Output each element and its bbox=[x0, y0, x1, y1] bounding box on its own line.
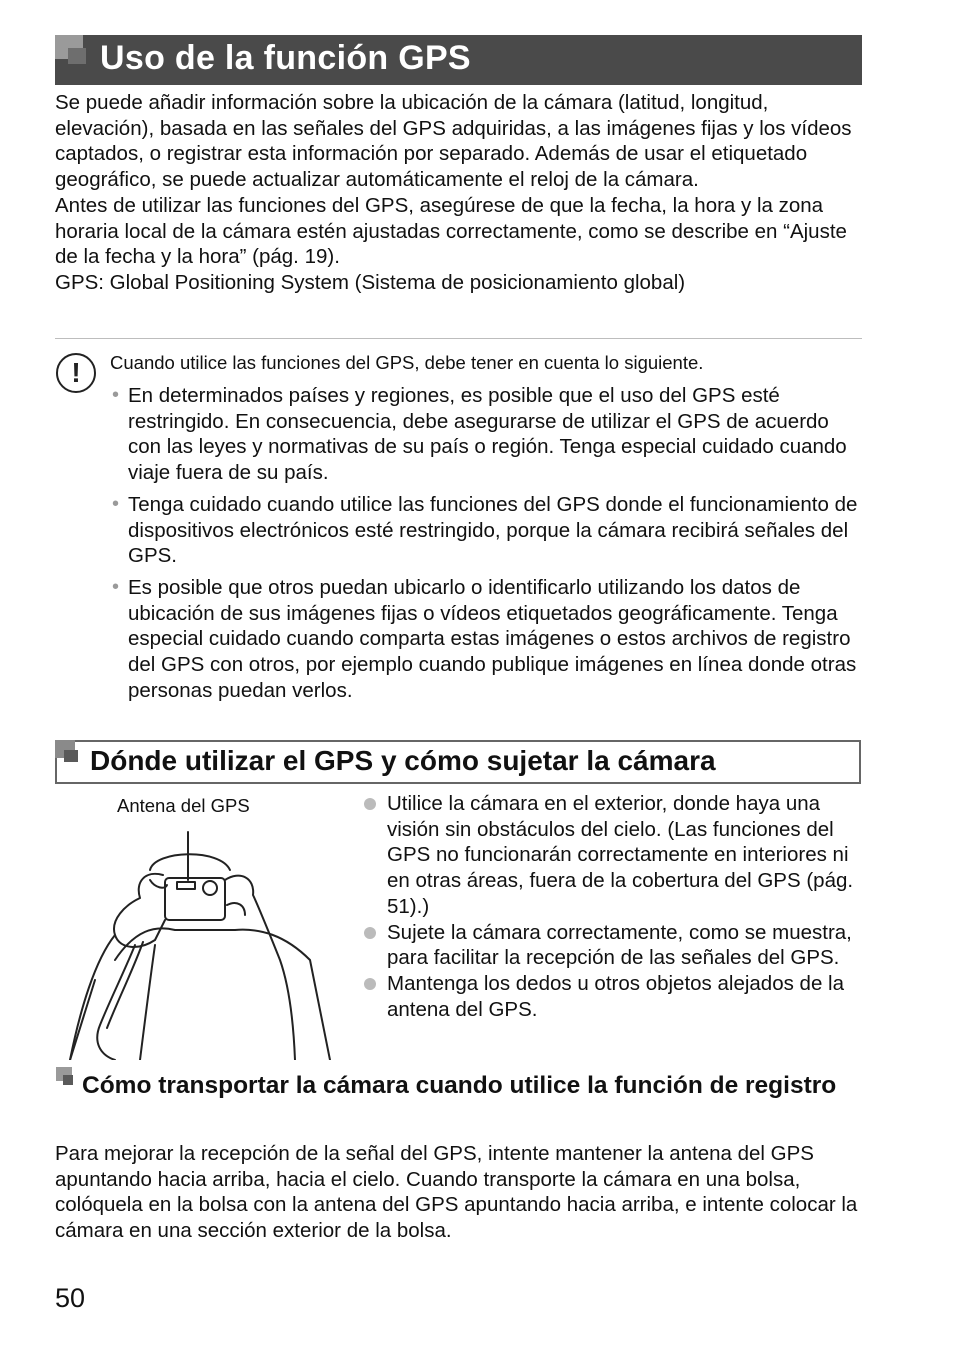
tip-item: Mantenga los dedos u otros objetos alejados de la antena del GPS. bbox=[362, 971, 862, 1022]
title-decoration-inner bbox=[68, 48, 86, 64]
caution-item: • Es posible que otros puedan ubicarlo o identificarlo utilizando los datos de ubicación de sus imágenes fijas o vídeos etiquetados geográficamente. Tenga especial cuidado cuando comparta estas imágenes o estos archivos de registro del GPS con otros, por ejemplo cuando publique imágenes en línea donde otras personas puedan verlos. bbox=[110, 575, 860, 704]
caution-item: • En determinados países y regiones, es posible que el uso del GPS esté restringido. En consecuencia, debe asegurarse de utilizar el GPS de acuerdo con las leyes y normativas de su país o región. Tenga especial cuidado cuando viaje fuera de su país. bbox=[110, 383, 860, 486]
page-number: 50 bbox=[55, 1283, 86, 1313]
divider bbox=[55, 338, 862, 339]
heading-decoration-inner bbox=[63, 1075, 73, 1085]
intro-paragraph: GPS: Global Positioning System (Sistema de posicionamiento global) bbox=[55, 270, 686, 294]
intro-text bbox=[55, 90, 865, 296]
antenna-label: Antena del GPS bbox=[117, 795, 250, 816]
section-title-gps-use: Dónde utilizar el GPS y cómo sujetar la cámara bbox=[90, 745, 716, 776]
caution-lead: Cuando utilice las funciones del GPS, debe tener en cuenta lo siguiente. bbox=[110, 352, 704, 373]
section-title-logging: Cómo transportar la cámara cuando utilice la función de registro bbox=[82, 1072, 837, 1099]
caution-item: • Tenga cuidado cuando utilice las funciones del GPS donde el funcionamiento de dispositivos electrónicos esté restringido, porque la cámara recibirá señales del GPS. bbox=[110, 492, 860, 569]
tip-item: Utilice la cámara en el exterior, donde haya una visión sin obstáculos del cielo. (Las funciones del GPS no funcionarán correctamente en interiores ni en otras áreas, fuera de la cobertura del GPS (pág. 51).) bbox=[362, 791, 862, 920]
tips-list bbox=[362, 791, 862, 1022]
logging-text: Para mejorar la recepción de la señal del GPS, intente mantener la antena del GPS apuntando hacia arriba, hacia el cielo. Cuando transporte la cámara en una bolsa, colóquela en la bolsa con la antena del GPS apuntando hacia arriba, e intente colocar la cámara en una sección exterior de la bolsa. bbox=[55, 1142, 858, 1243]
tip-item: Sujete la cámara correctamente, como se muestra, para facilitar la recepción de las señales del GPS. bbox=[362, 920, 862, 971]
page-title: Uso de la función GPS bbox=[100, 39, 471, 77]
intro-paragraph: Se puede añadir información sobre la ubicación de la cámara (latitud, longitud, elevación), basada en las señales del GPS adquiridas, a las imágenes fijas y los vídeos captados, o registrar esta información por separado. Además de usar el etiquetado geográfico, se puede actualizar automáticamente el reloj de la cámara. bbox=[55, 91, 852, 192]
caution-list bbox=[110, 383, 860, 709]
heading-decoration-inner bbox=[64, 750, 78, 762]
intro-paragraph: Antes de utilizar las funciones del GPS, asegúrese de que la fecha, la hora y la zona horaria local de la cámara estén ajustadas correctamente, como se describe en “Ajuste de la fecha y la hora” (pág. 19). bbox=[55, 193, 847, 269]
camera-hold-illustration bbox=[55, 810, 335, 1060]
caution-icon: ! bbox=[56, 353, 96, 393]
